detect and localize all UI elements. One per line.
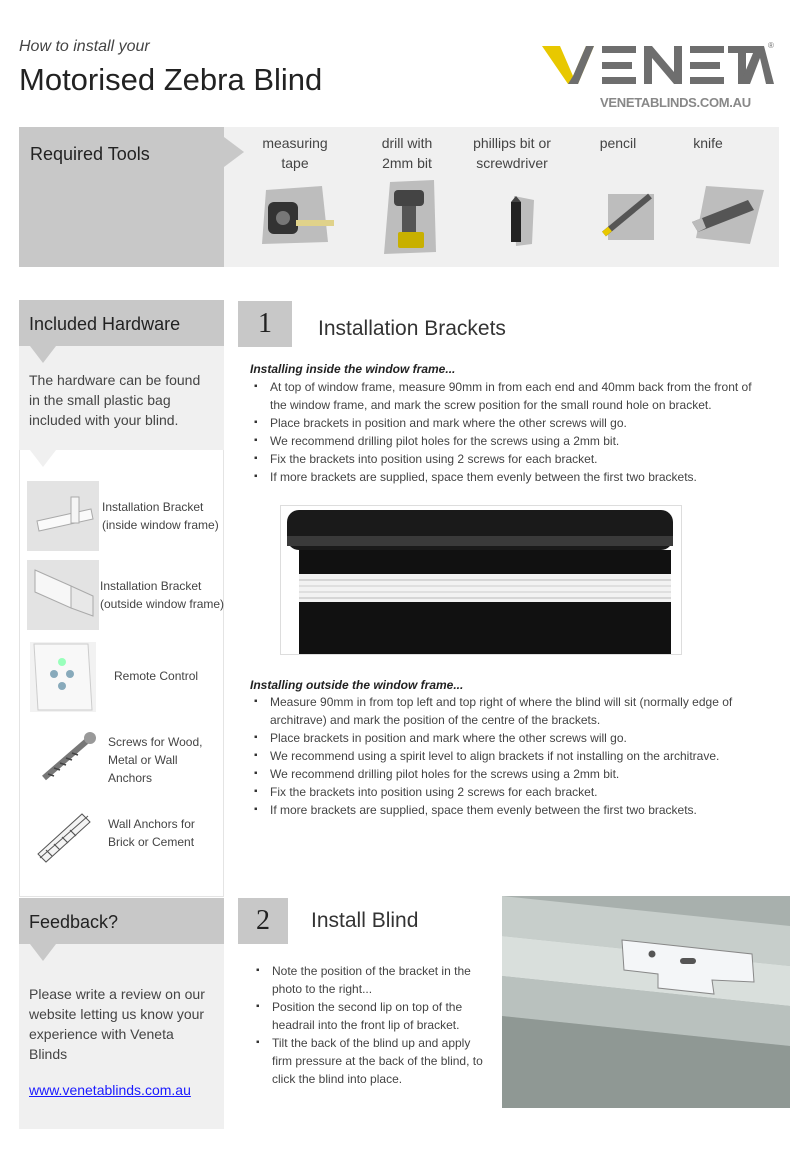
- tool-label-line1: pencil: [599, 135, 637, 151]
- list-item: ▪ If more brackets are supplied, space them evenly between the first two brackets.: [250, 801, 760, 819]
- list-item: ▪ We recommend using a spirit level to align brackets if not installing on the architrave.: [250, 747, 760, 765]
- list-item: ▪ Fix the brackets into position using 2 screws for each bracket.: [250, 783, 760, 801]
- step-2-title: Install Blind: [311, 909, 419, 932]
- tool-screwdriver: [464, 133, 560, 173]
- screwdriver-bit-icon: [500, 196, 534, 246]
- hardware-item-label: Wall Anchors for Brick or Cement: [108, 817, 195, 849]
- tool-label-line1: knife: [693, 135, 723, 151]
- list-item: ▪ We recommend drilling pilot holes for the screws using a 2mm bit.: [250, 432, 760, 450]
- hardware-description: The hardware can be found in the small plastic bag included with your blind.: [19, 346, 224, 450]
- step-2-number: 2: [238, 898, 288, 944]
- website-link[interactable]: www.venetablinds.com.au: [29, 1082, 191, 1098]
- bracket-headrail-photo: [502, 896, 790, 1108]
- step-1-title: Installation Brackets: [318, 317, 506, 340]
- page-title: Motorised Zebra Blind: [19, 62, 323, 97]
- tool-label-line2: 2mm bit: [382, 155, 432, 171]
- required-tools-label: Required Tools: [30, 144, 150, 164]
- drill-icon: [382, 180, 438, 254]
- tape-measure-icon: [258, 186, 336, 246]
- feedback-heading: Feedback?: [19, 898, 224, 944]
- tool-knife: [680, 133, 736, 153]
- wall-anchor-image: [32, 804, 98, 864]
- logo-url: VENETABLINDS.COM.AU: [600, 95, 751, 110]
- hardware-description-arrow: [30, 450, 56, 467]
- list-item: ▪ Place brackets in position and mark where the other screws will go.: [250, 414, 760, 432]
- bracket-inside-image: [27, 481, 99, 551]
- list-item: ▪ Fix the brackets into position using 2 screws for each bracket.: [250, 450, 760, 468]
- tools-arrow: [224, 137, 244, 167]
- list-item: ▪ Position the second lip on top of the headrail into the front lip of bracket.: [252, 998, 484, 1034]
- pencil-icon: [600, 190, 656, 242]
- remote-control-image: [30, 642, 96, 712]
- included-hardware-heading: Included Hardware: [19, 300, 224, 346]
- outside-frame-heading: Installing outside the window frame...: [250, 678, 464, 692]
- tool-label-line1: measuring: [262, 135, 328, 151]
- hardware-item-label: Remote Control: [114, 669, 199, 683]
- tool-measuring-tape: [248, 133, 342, 173]
- tool-pencil: [588, 133, 648, 153]
- feedback-text: Please write a review on our website letting us know your experience with Veneta Blinds: [29, 986, 205, 1062]
- subtitle: How to install your: [19, 38, 150, 55]
- tool-label-line1: phillips bit or: [473, 135, 551, 151]
- bracket-outside-image: [27, 560, 99, 630]
- tool-label-line2: screwdriver: [476, 155, 548, 171]
- list-item: ▪ At top of window frame, measure 90mm in from each end and 40mm back from the front of the window frame, and mark the screw position for the small round hole on bracket.: [250, 378, 760, 414]
- svg-text:®: ®: [768, 41, 774, 50]
- hardware-item-label: Installation Bracket (outside window frame): [100, 579, 225, 611]
- inside-frame-steps: [250, 378, 760, 486]
- tool-drill: [362, 133, 452, 173]
- list-item: ▪ Place brackets in position and mark where the other screws will go.: [250, 729, 760, 747]
- tool-label-line2: tape: [281, 155, 309, 171]
- list-item: ▪ If more brackets are supplied, space them evenly between the first two brackets.: [250, 468, 760, 486]
- zebra-blind-photo: [280, 505, 682, 655]
- hardware-item-label: Screws for Wood, Metal or Wall Anchors: [108, 735, 203, 785]
- knife-icon: [688, 186, 764, 244]
- tool-label-line1: drill with: [381, 135, 433, 151]
- list-item: ▪ Note the position of the bracket in the photo to the right...: [252, 962, 484, 998]
- step-1-number: 1: [238, 301, 292, 347]
- feedback-panel: [19, 944, 224, 1129]
- list-item: ▪ We recommend drilling pilot holes for the screws using a 2mm bit.: [250, 765, 760, 783]
- install-blind-steps: [252, 962, 484, 1088]
- hardware-heading-arrow: [30, 346, 56, 363]
- feedback-heading-arrow: [30, 944, 56, 961]
- list-item: ▪ Measure 90mm in from top left and top right of where the blind will sit (normally edge of architrave) and mark the position of the centre of the brackets.: [250, 693, 760, 729]
- list-item: ▪ Tilt the back of the blind up and apply firm pressure at the back of the blind, to click the blind into place.: [252, 1034, 484, 1088]
- outside-frame-steps: [250, 693, 760, 819]
- inside-frame-heading: Installing inside the window frame...: [250, 362, 456, 376]
- hardware-item-label: Installation Bracket (inside window frame): [102, 500, 219, 532]
- screw-image: [36, 730, 100, 786]
